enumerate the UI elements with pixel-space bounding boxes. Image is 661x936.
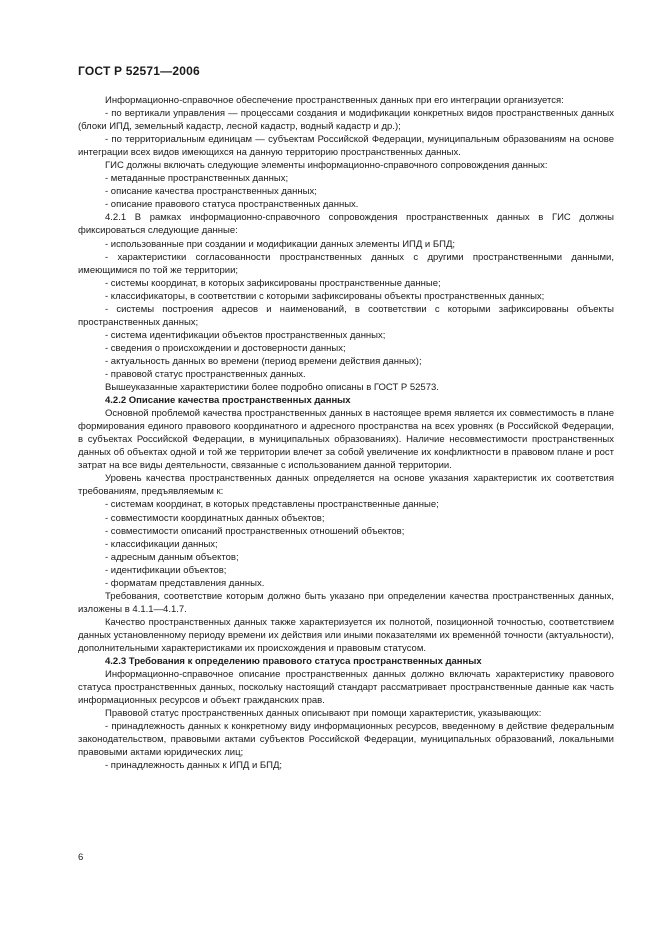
paragraph: Основной проблемой качества пространственных данных в настоящее время является их совместимость в плане формирования единого правового координатного и адресного пространства на всех уровнях (в Российской Федерации, в субъектах Российской Федерации, в муниципальных образованиях). Наличие несовместимости пространственных данных об объектах одной и той же территории влечет за собой увеличение их конфликтности в правовом плане и рост затрат на все виды деятельности, связанные с использованием данной территории.: [78, 408, 614, 472]
list-item: - по территориальным единицам — субъектам Российской Федерации, муниципальным образованиям на основе интеграции всех видов имеющихся на данную территорию пространственных данных.: [78, 134, 614, 159]
paragraph: Правовой статус пространственных данных описывают при помощи характеристик, указывающих:: [105, 708, 542, 720]
paragraph: 4.2.1 В рамках информационно-справочного сопровождения пространственных данных в ГИС должны фиксироваться следующие данные:: [78, 212, 614, 237]
list-item: - совместимости координатных данных объектов;: [105, 512, 325, 524]
paragraph: Информационно-справочное обеспечение пространственных данных при его интеграции организуется:: [105, 95, 564, 106]
section-heading: 4.2.2 Описание качества пространственных данных: [105, 395, 351, 407]
page-number: 6: [78, 852, 84, 863]
list-item: - принадлежность данных к ИПД и БПД;: [105, 760, 283, 772]
list-item: - метаданные пространственных данных;: [105, 173, 289, 185]
list-item: - актуальность данных во времени (период времени действия данных);: [105, 355, 422, 367]
list-item: - системы координат, в которых зафиксированы пространственные данные;: [105, 277, 441, 289]
list-item: - идентификации объектов;: [105, 564, 227, 576]
list-item: - системам координат, в которых представлены пространственные данные;: [105, 499, 439, 511]
paragraph: Информационно-справочное описание пространственных данных должно включать характеристику правового статуса пространственных данных, поскольку настоящий стандарт рассматривает пространственные данные как часть информационных ресурсов и объект гражданских прав.: [78, 669, 614, 707]
paragraph: Вышеуказанные характеристики более подробно описаны в ГОСТ Р 52573.: [105, 382, 439, 394]
list-item: - системы построения адресов и наименований, в соответствии с которыми зафиксированы объекты пространственных данных;: [78, 303, 614, 328]
document-header: ГОСТ Р 52571—2006: [78, 64, 200, 78]
paragraph: Уровень качества пространственных данных определяется на основе указания характеристик их соответствия требованиям, предъявляемым к:: [78, 473, 614, 498]
paragraph: ГИС должны включать следующие элементы информационно-справочного сопровождения данных:: [105, 160, 548, 172]
paragraph: Качество пространственных данных также характеризуется их полнотой, позиционной точностью, соответствием данных установленному периоду времени их действия или иными показателями их временно́й точности (актуальности), дополнительными характеристиками их происхождения и правовым статусом.: [78, 616, 614, 654]
list-item: - классификаторы, в соответствии с которыми зафиксированы объекты пространственных данных;: [105, 290, 545, 302]
list-item: - описание качества пространственных данных;: [105, 186, 317, 198]
list-item: - форматам представления данных.: [105, 577, 265, 589]
list-item: - адресным данным объектов;: [105, 551, 239, 563]
list-item: - классификации данных;: [105, 538, 218, 550]
section-heading: 4.2.3 Требования к определению правового статуса пространственных данных: [105, 656, 482, 668]
list-item: - использованные при создании и модификации данных элементы ИПД и БПД;: [105, 238, 456, 250]
list-item: - сведения о происхождении и достоверности данных;: [105, 342, 346, 354]
list-item: - принадлежность данных к конкретному виду информационных ресурсов, введенному в действие федеральным законодательством, правовыми актами субъектов Российской Федерации, муниципальных образований, локальными правовыми актами юридических лиц;: [78, 721, 614, 759]
list-item: - правовой статус пространственных данных.: [105, 368, 306, 380]
list-item: - система идентификации объектов пространственных данных;: [105, 329, 386, 341]
list-item: - описание правового статуса пространственных данных.: [105, 199, 359, 211]
list-item: - совместимости описаний пространственных отношений объектов;: [105, 525, 405, 537]
list-item: - характеристики согласованности пространственных данных с другими пространственными данными, имеющимися по той же территории;: [78, 251, 614, 276]
document-body: [78, 94, 614, 772]
list-item: - по вертикали управления — процессами создания и модификации конкретных видов пространственных данных (блоки ИПД, земельный кадастр, лесной кадастр, водный кадастр и др.);: [78, 108, 614, 133]
paragraph: Требования, соответствие которым должно быть указано при определении качества пространственных данных, изложены в 4.1.1—4.1.7.: [78, 590, 614, 615]
